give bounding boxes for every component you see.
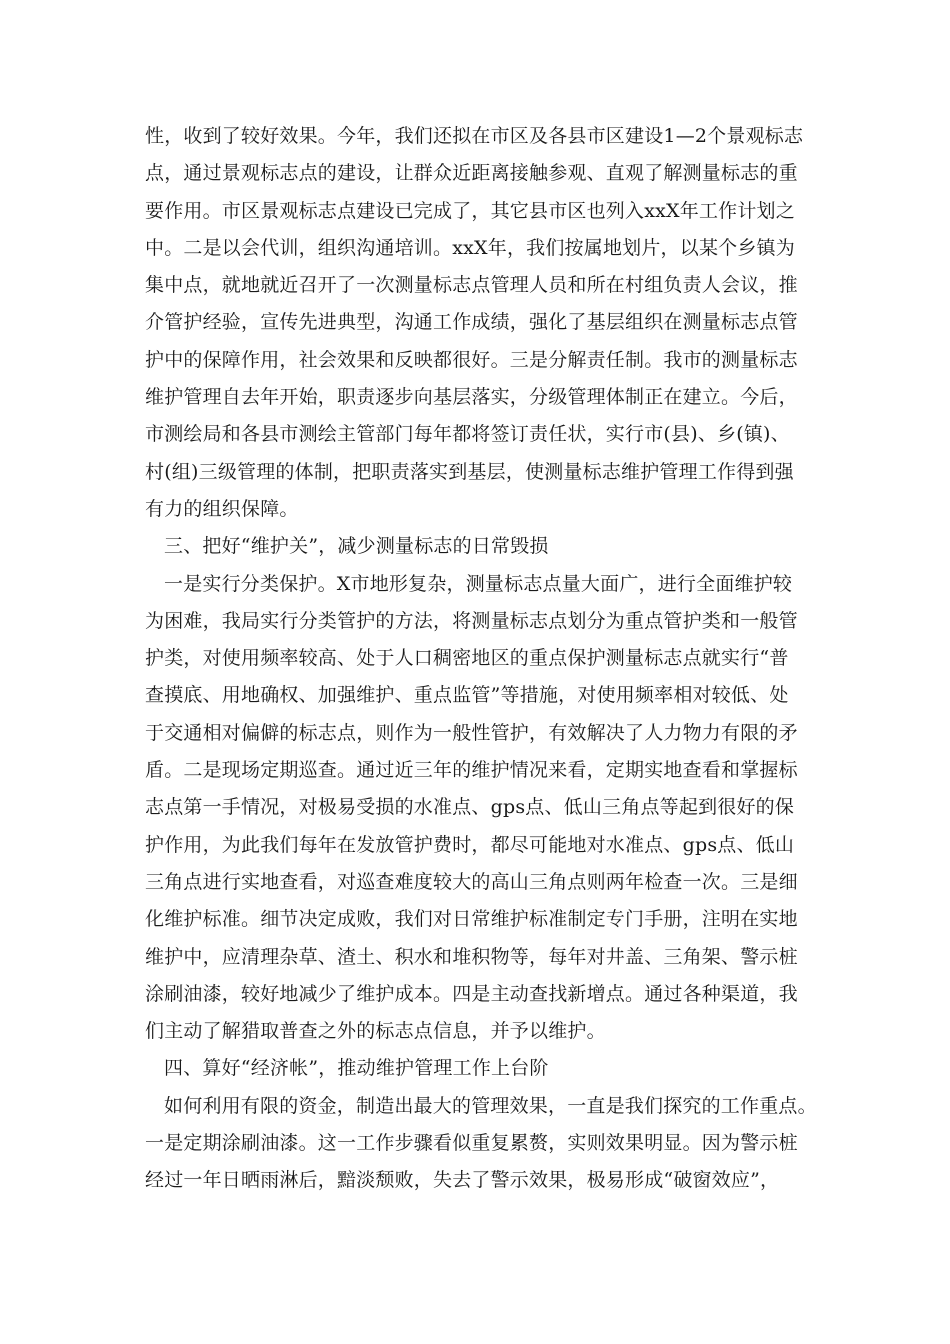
text-line: 集中点，就地就近召开了一次测量标志点管理人员和所在村组负责人会议，推 (145, 274, 798, 297)
text-line: 们主动了解猎取普查之外的标志点信息，并予以维护。 (145, 1020, 606, 1043)
text-line: 性，收到了较好效果。今年，我们还拟在市区及各县市区建设1—2个景观标志 (145, 125, 804, 147)
text-line: 护中的保障作用，社会效果和反映都很好。三是分解责任制。我市的测量标志 (145, 348, 798, 371)
text-line: 有力的组织保障。 (145, 497, 299, 520)
text-line: 三角点进行实地查看，对巡查难度较大的高山三角点则两年检查一次。三是细 (145, 870, 798, 893)
paragraph-start-line: 如何利用有限的资金，制造出最大的管理效果，一直是我们探究的工作重点。 (164, 1094, 817, 1117)
paragraph-start-line: 三、把好“维护关”，减少测量标志的日常毁损 (164, 535, 549, 558)
text-line: 介管护经验，宣传先进典型，沟通工作成绩，强化了基层组织在测量标志点管 (145, 311, 798, 334)
text-line: 护作用，为此我们每年在发放管护费时，都尽可能地对水准点、gps点、低山 (145, 833, 795, 856)
text-line: 为困难，我局实行分类管护的方法，将测量标志点划分为重点管护类和一般管 (145, 609, 798, 632)
text-line: 经过一年日晒雨淋后，黯淡颓败，失去了警示效果，极易形成“破窗效应”， (145, 1169, 780, 1192)
text-line: 维护管理自去年开始，职责逐步向基层落实，分级管理体制正在建立。今后， (145, 386, 798, 409)
text-line: 一是定期涂刷油漆。这一工作步骤看似重复累赘，实则效果明显。因为警示桩 (145, 1132, 798, 1155)
text-line: 志点第一手情况，对极易受损的水准点、gps点、低山三角点等起到很好的保 (145, 796, 795, 819)
text-line: 涂刷油漆，较好地减少了维护成本。四是主动查找新增点。通过各种渠道，我 (145, 982, 798, 1005)
paragraph-start-line: 四、算好“经济帐”，推动维护管理工作上台阶 (164, 1057, 549, 1080)
text-line: 市测绘局和各县市测绘主管部门每年都将签订责任状，实行市(县)、乡(镇)、 (145, 423, 790, 446)
text-line: 化维护标准。细节决定成败，我们对日常维护标准制定专门手册，注明在实地 (145, 908, 798, 931)
text-line: 要作用。市区景观标志点建设已完成了，其它县市区也列入xxX年工作计划之 (145, 199, 795, 222)
text-line: 点，通过景观标志点的建设，让群众近距离接触参观、直观了解测量标志的重 (145, 162, 798, 185)
paragraph-start-line: 一是实行分类保护。X市地形复杂，测量标志点量大面广，进行全面维护较 (164, 572, 793, 595)
text-line: 查摸底、用地确权、加强维护、重点监管”等措施，对使用频率相对较低、处 (145, 684, 789, 707)
text-line: 中。二是以会代训，组织沟通培训。xxX年，我们按属地划片，以某个乡镇为 (145, 236, 795, 259)
text-line: 维护中，应清理杂草、渣土、积水和堆积物等，每年对井盖、三角架、警示桩 (145, 945, 798, 968)
text-line: 盾。二是现场定期巡查。通过近三年的维护情况来看，定期实地查看和掌握标 (145, 759, 798, 782)
document-body (145, 118, 815, 1200)
text-line: 于交通相对偏僻的标志点，则作为一般性管护，有效解决了人力物力有限的矛 (145, 721, 798, 744)
text-line: 护类，对使用频率较高、处于人口稠密地区的重点保护测量标志点就实行“普 (145, 647, 789, 670)
text-line: 村(组)三级管理的体制，把职责落实到基层，使测量标志维护管理工作得到强 (145, 460, 794, 483)
